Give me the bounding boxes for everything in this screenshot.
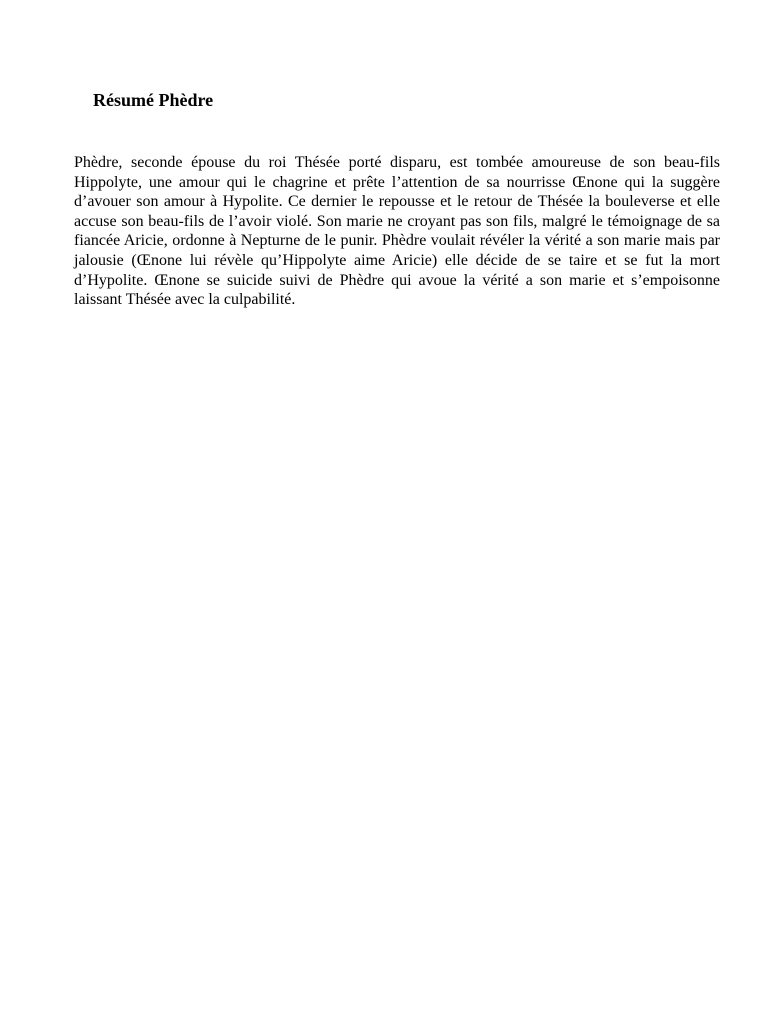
summary-paragraph: Phèdre, seconde épouse du roi Thésée porté disparu, est tombée amoureuse de son beau-fils Hippolyte, une amour qui le chagrine et prête l’attention de sa nourrisse Œnone qui la suggère d’avouer son amour à Hypolite. Ce dernier le repousse et le retour de Thésée la bouleverse et elle accuse son beau-fils de l’avoir violé. Son marie ne croyant pas son fils, malgré le témoignage de sa fiancée Aricie, ordonne à Nepturne de le punir. Phèdre voulait révéler la vérité a son marie mais par jalousie (Œnone lui révèle qu’Hippolyte aime Aricie) elle décide de se taire et se fut la mort d’Hypolite. Œnone se suicide suivi de Phèdre qui avoue la vérité a son marie et s’empoisonne laissant Thésée avec la culpabilité.	[74, 154, 720, 309]
document-title: Résumé Phèdre	[93, 90, 214, 110]
